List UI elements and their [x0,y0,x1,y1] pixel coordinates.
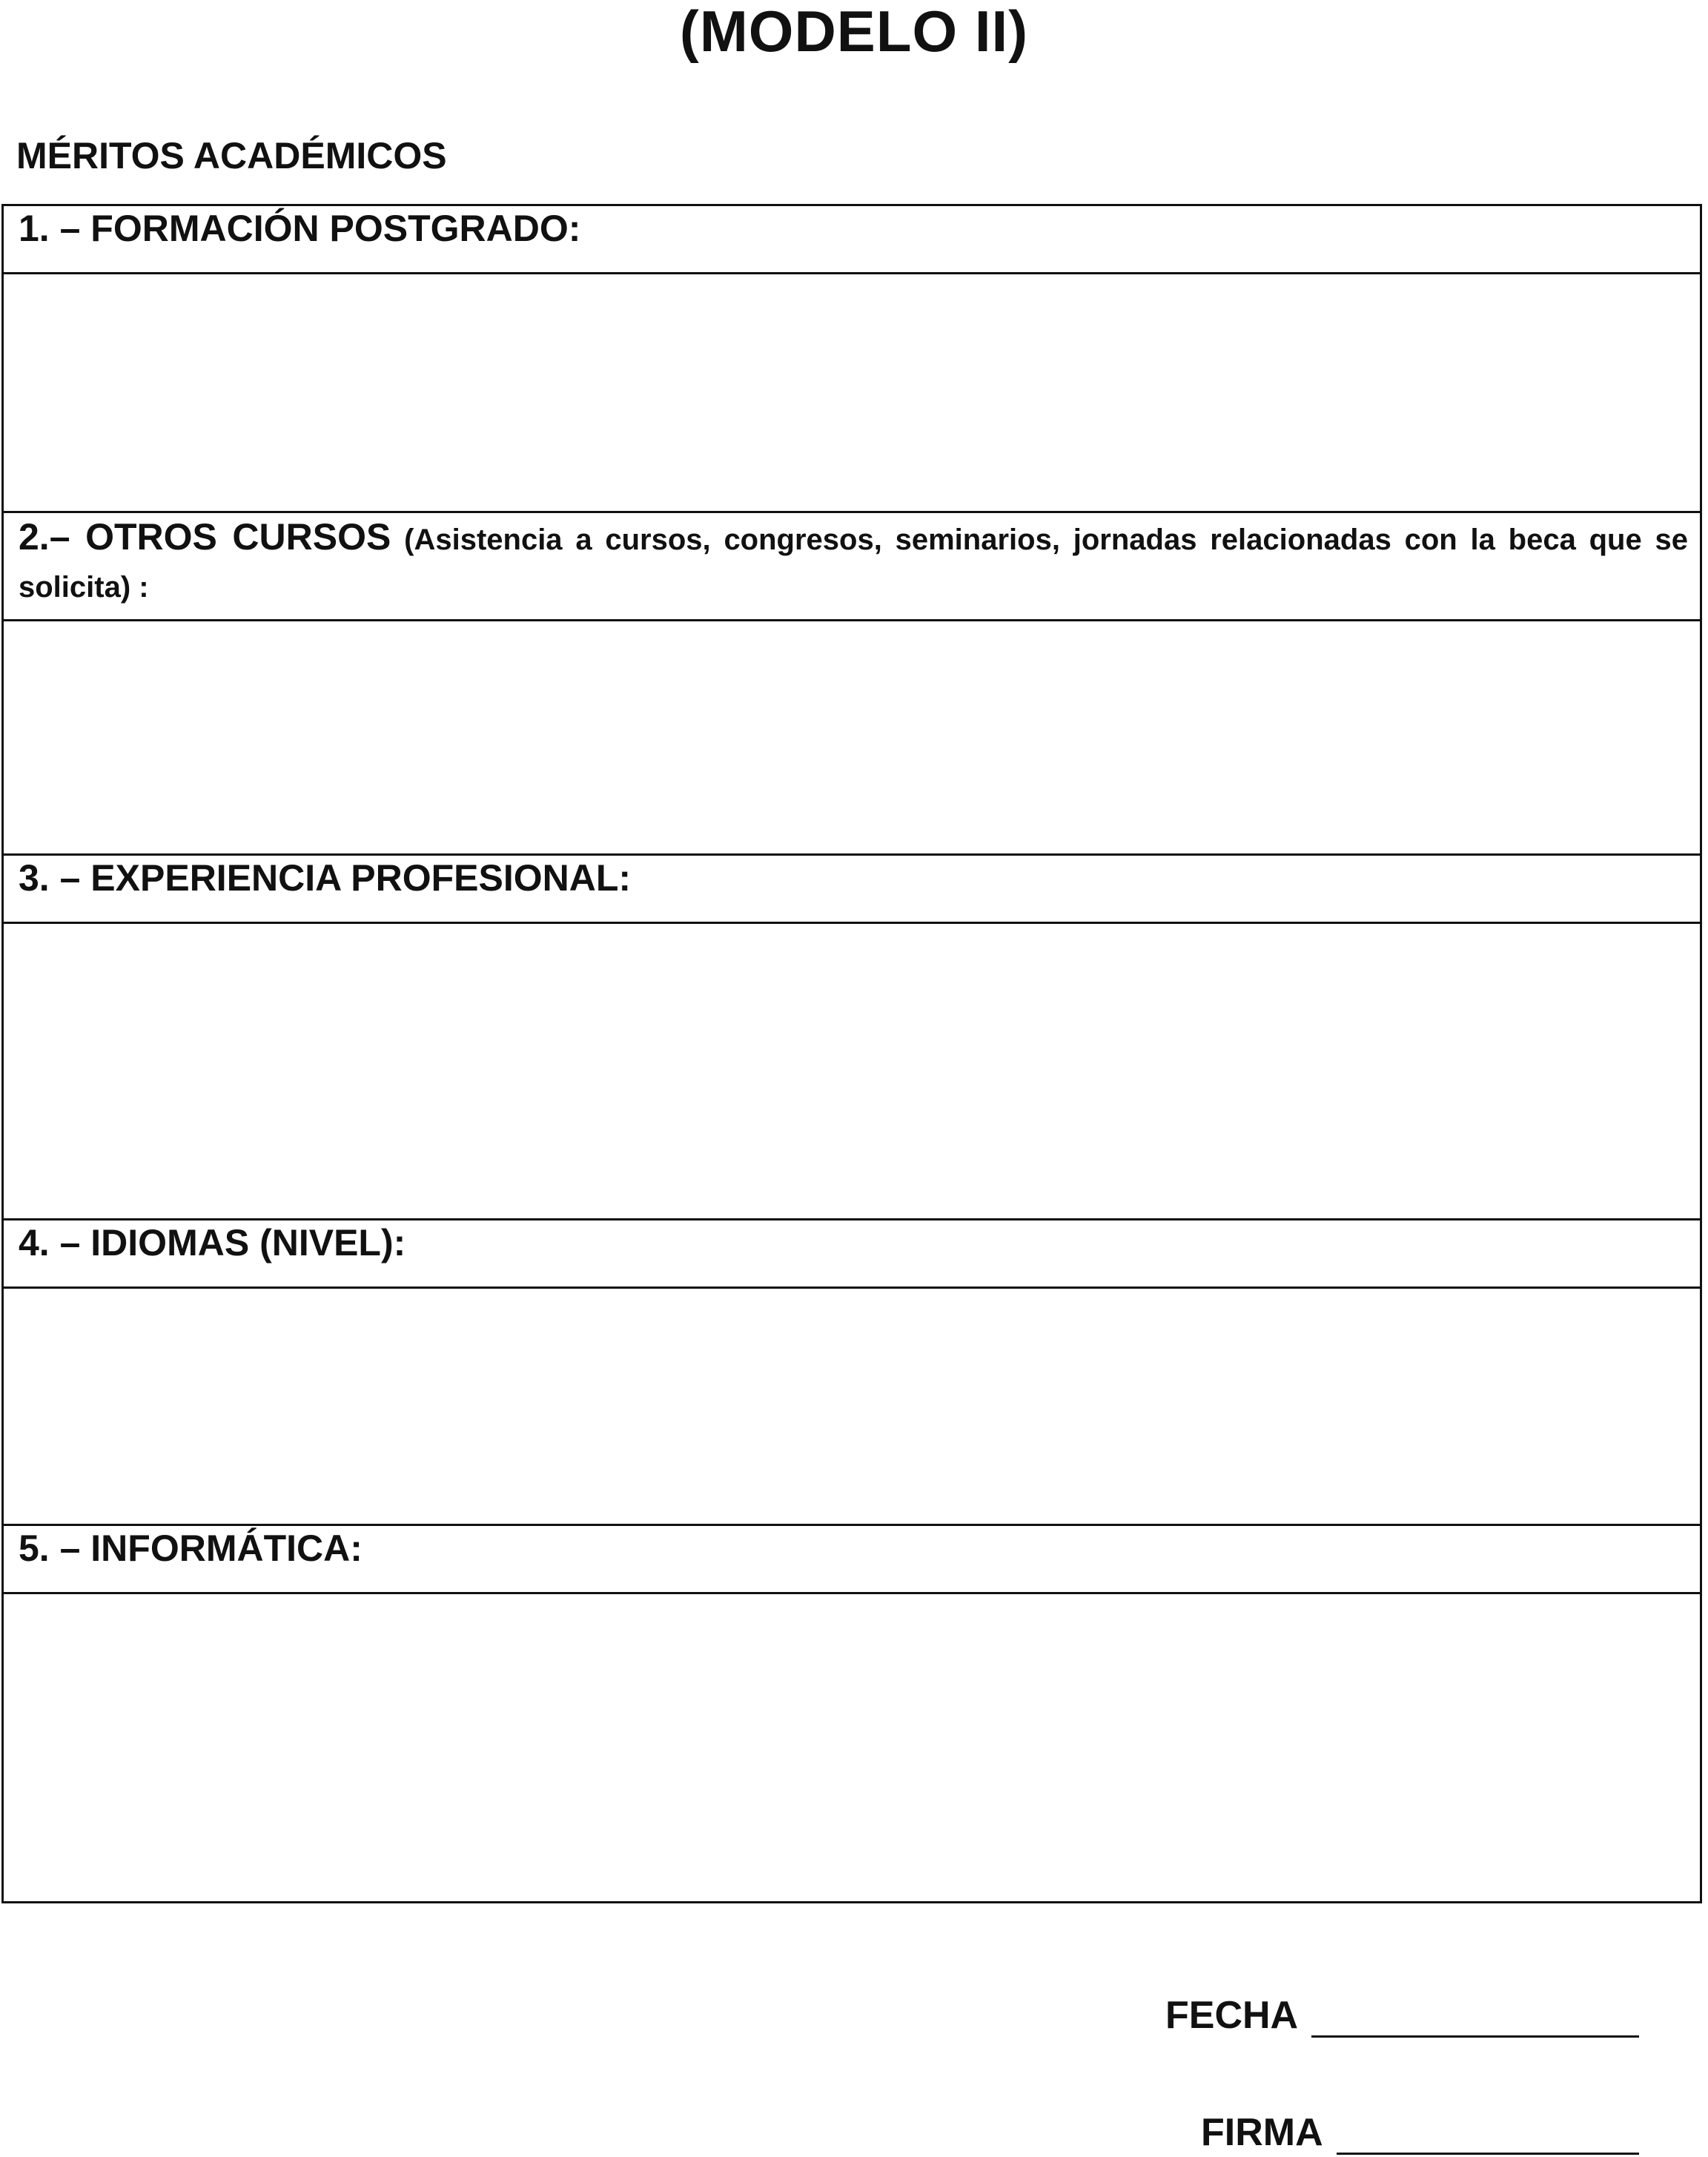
firma-label: FIRMA [1201,2111,1323,2154]
fecha-label: FECHA [1165,1994,1299,2037]
section-2-label [4,513,1700,621]
section-2-label-detail: (Asistencia a cursos, congresos, seminarios, jornadas relacionadas con la beca que se solicita) : [19,523,1688,604]
section-5-label: 5. – INFORMÁTICA: [4,1526,1700,1594]
section-2-field[interactable] [4,621,1700,856]
section-3-field[interactable] [4,924,1700,1220]
section-3-label: 3. – EXPERIENCIA PROFESIONAL: [4,856,1700,924]
section-heading: MÉRITOS ACADÉMICOS [16,135,447,176]
page-title: (MODELO II) [679,0,1029,64]
firma-input[interactable] [1337,2113,1639,2155]
form-table [1,204,1702,1903]
firma-line [1201,2110,1639,2155]
section-1-field[interactable] [4,274,1700,513]
fecha-input[interactable] [1311,1995,1639,2038]
section-5-field[interactable] [4,1594,1700,1901]
section-4-field[interactable] [4,1289,1700,1526]
fecha-line [1165,1993,1639,2038]
section-4-label: 4. – IDIOMAS (NIVEL): [4,1220,1700,1289]
section-1-label: 1. – FORMACIÓN POSTGRADO: [4,206,1700,274]
section-2-label-main: 2.– OTROS CURSOS [19,516,391,558]
